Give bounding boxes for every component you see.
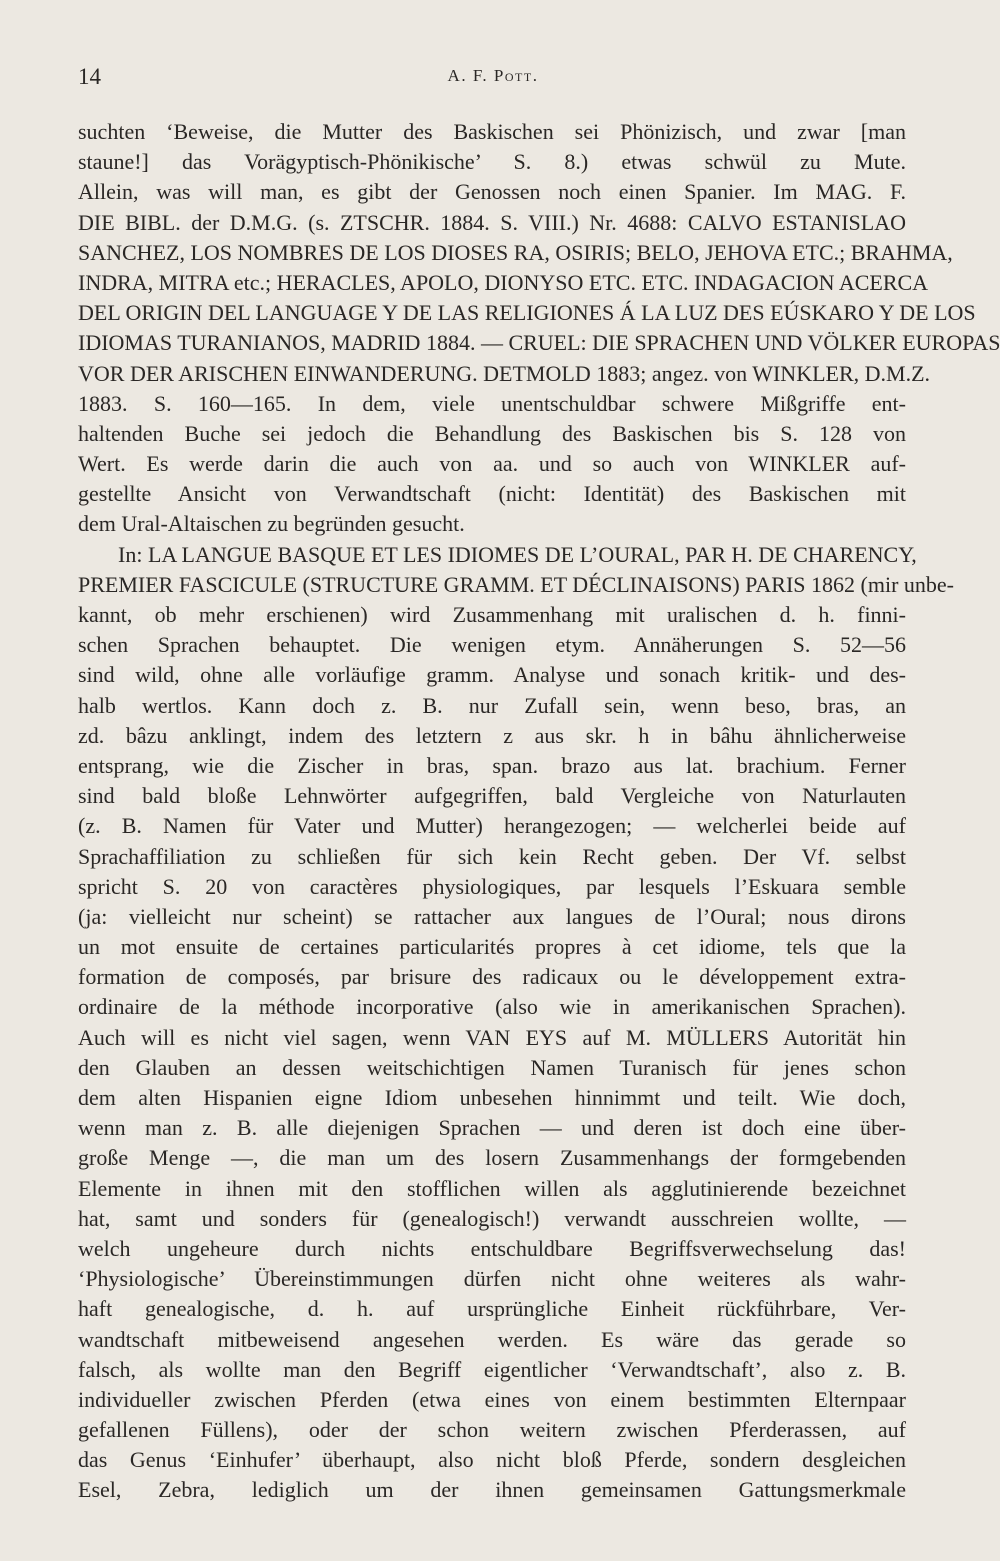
body-text	[78, 117, 1000, 1536]
text-line: dem Ural-Altaischen zu begründen gesucht.	[78, 511, 465, 537]
text-line: un mot ensuite de certaines particularités propres à cet idiome, tels que la	[78, 934, 906, 960]
text-line: INDRA, MITRA etc.; HERACLES, APOLO, DIONYSO ETC. ETC. INDAGACION ACERCA	[78, 269, 929, 295]
text-line: Allein, was will man, es gibt der Genossen noch einen Spanier. Im MAG. F.	[78, 179, 906, 205]
text-line: halb wertlos. Kann doch z. B. nur Zufall sein, wenn beso, bras, an	[78, 692, 906, 718]
text-line: das Genus ‘Einhufer’ überhaupt, also nicht bloß Pferde, sondern desgleichen	[78, 1447, 906, 1473]
text-line: 1883. S. 160—165. In dem, viele unentschuldbar schwere Mißgriffe ent-	[78, 390, 906, 416]
page-number: 14	[78, 64, 101, 89]
text-line: haltenden Buche sei jedoch die Behandlung des Baskischen bis S. 128 von	[78, 420, 906, 446]
running-title: A. F. Pott.	[447, 66, 539, 85]
text-line: schen Sprachen behauptet. Die wenigen etym. Annäherungen S. 52—56	[78, 632, 906, 658]
text-line: VOR DER ARISCHEN EINWANDERUNG. DETMOLD 1883; angez. von WINKLER, D.M.Z.	[78, 360, 931, 386]
text-line: den Glauben an dessen weitschichtigen Namen Turanisch für jenes schon	[78, 1054, 906, 1080]
text-line: In: LA LANGUE BASQUE ET LES IDIOMES DE L’OURAL, PAR H. DE CHARENCY,	[118, 541, 917, 567]
text-line: gefallenen Füllens), oder der schon weitern zwischen Pferderassen, auf	[78, 1417, 906, 1443]
text-line: falsch, als wollte man den Begriff eigentlicher ‘Verwandtschaft’, also z. B.	[78, 1356, 906, 1382]
text-line: individueller zwischen Pferden (etwa eines von einem bestimmten Elternpaar	[78, 1386, 906, 1412]
text-line: zd. bâzu anklingt, indem des letztern z aus skr. h in bâhu ähnlicherweise	[78, 722, 906, 748]
text-line: IDIOMAS TURANIANOS, MADRID 1884. — CRUEL: DIE SPRACHEN UND VÖLKER EUROPAS	[78, 330, 1000, 356]
text-line: SANCHEZ, LOS NOMBRES DE LOS DIOSES RA, OSIRIS; BELO, JEHOVA ETC.; BRAHMA,	[78, 239, 953, 265]
text-line: suchten ‘Beweise, die Mutter des Baskischen sei Phönizisch, und zwar [man	[78, 119, 906, 144]
text-line: Wert. Es werde darin die auch von aa. und so auch von WINKLER auf-	[78, 451, 906, 477]
text-line: Sprachaffiliation zu schließen für sich kein Recht geben. Der Vf. selbst	[78, 843, 906, 869]
text-line: welch ungeheure durch nichts entschuldbare Begriffsverwechselung das!	[78, 1235, 906, 1261]
text-line: PREMIER FASCICULE (STRUCTURE GRAMM. ET DÉCLINAISONS) PARIS 1862 (mir unbe-	[78, 571, 954, 597]
text-line	[78, 1506, 906, 1536]
text-line: spricht S. 20 von caractères physiologiques, par lesquels l’Eskuara semble	[78, 873, 906, 899]
running-head	[78, 64, 908, 94]
text-line: DEL ORIGIN DEL LANGUAGE Y DE LAS RELIGIONES Á LA LUZ DES EÚSKARO Y DE LOS	[78, 300, 976, 326]
text-line: sind wild, ohne alle vorläufige gramm. Analyse und sonach kritik- und des-	[78, 662, 906, 688]
text-line: haft genealogische, d. h. auf ursprüngliche Einheit rückführbare, Ver-	[78, 1296, 906, 1322]
text-line: Auch will es nicht viel sagen, wenn VAN EYS auf M. MÜLLERS Autorität hin	[78, 1024, 906, 1050]
text-line: Elemente in ihnen mit den stofflichen willen als agglutinierende bezeichnet	[78, 1175, 906, 1201]
text-line: formation de composés, par brisure des radicaux ou le développement extra-	[78, 964, 906, 990]
text-line: sind bald bloße Lehnwörter aufgegriffen, bald Vergleiche von Naturlauten	[78, 783, 906, 809]
text-line: ‘Physiologische’ Übereinstimmungen dürfen nicht ohne weiteres als wahr-	[78, 1266, 906, 1292]
text-line: (ja: vielleicht nur scheint) se rattacher aux langues de l’Oural; nous dirons	[78, 903, 906, 929]
text-line: gestellte Ansicht von Verwandtschaft (nicht: Identität) des Baskischen mit	[78, 481, 906, 507]
text-line: große Menge —, die man um des losern Zusammenhangs der formgebenden	[78, 1145, 906, 1171]
text-line: ordinaire de la méthode incorporative (also wie in amerikanischen Sprachen).	[78, 994, 906, 1020]
text-line: entsprang, wie die Zischer in bras, span. brazo aus lat. brachium. Ferner	[78, 752, 906, 778]
text-line: hat, samt und sonders für (genealogisch!) verwandt ausschreien wollte, —	[78, 1205, 906, 1231]
text-line: kannt, ob mehr erschienen) wird Zusammenhang mit uralischen d. h. finni-	[78, 602, 906, 627]
text-line: staune!] das Vorägyptisch-Phönikische’ S. 8.) etwas schwül zu Mute.	[78, 149, 906, 175]
text-line: wenn man z. B. alle diejenigen Sprachen — und deren ist doch eine über-	[78, 1115, 906, 1141]
text-line: wandtschaft mitbeweisend angesehen werden. Es wäre das gerade so	[78, 1326, 906, 1352]
text-line: (z. B. Namen für Vater und Mutter) herangezogen; — welcherlei beide auf	[78, 813, 906, 839]
text-line: dem alten Hispanien eigne Idiom unbesehen hinnimmt und teilt. Wie doch,	[78, 1085, 906, 1110]
text-line: DIE BIBL. der D.M.G. (s. ZTSCHR. 1884. S. VIII.) Nr. 4688: CALVO ESTANISLAO	[78, 209, 906, 235]
text-line: Esel, Zebra, lediglich um der ihnen gemeinsamen Gattungsmerkmale	[78, 1477, 906, 1503]
